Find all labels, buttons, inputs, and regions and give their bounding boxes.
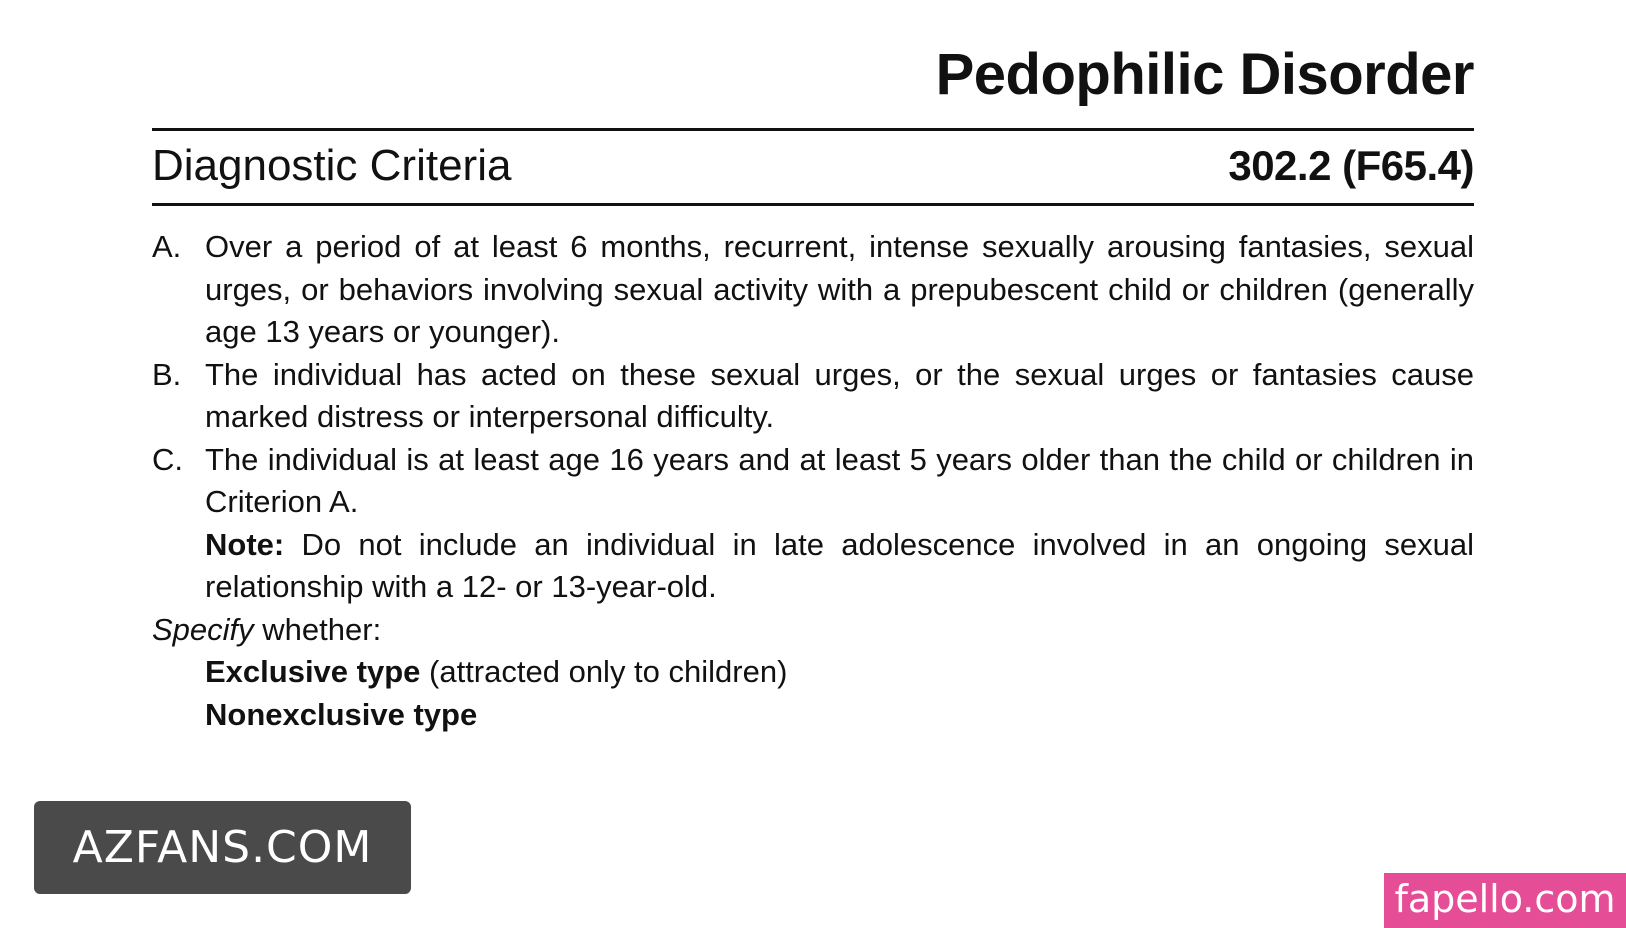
note-label: Note: [205, 526, 285, 562]
criterion-note [152, 524, 1474, 609]
criterion-b [152, 354, 1474, 439]
top-divider [152, 128, 1474, 131]
criterion-c [152, 439, 1474, 524]
section-label: Diagnostic Criteria [152, 141, 512, 190]
criterion-a [152, 226, 1474, 354]
specify-line [152, 609, 1474, 652]
fapello-watermark: fapello.com [1384, 873, 1626, 928]
type-name: Nonexclusive type [205, 696, 478, 732]
bottom-divider [152, 203, 1474, 206]
criterion-text: The individual has acted on these sexual urges, or the sexual urges or fantasies cause marked distress or interpersonal difficulty. [205, 356, 1474, 434]
diagnostic-code: 302.2 (F65.4) [1228, 142, 1474, 189]
criterion-text: Over a period of at least 6 months, recurrent, intense sexually arousing fantasies, sexual urges, or behaviors involving sexual activity with a prepubescent child or children (generally age 13 years or younger). [205, 229, 1474, 349]
criterion-letter: C. [152, 441, 183, 477]
specify-label: Specify [152, 611, 254, 647]
criterion-text: The individual is at least age 16 years and at least 5 years older than the child or children in Criterion A. [205, 441, 1474, 519]
type-name: Exclusive type [205, 654, 421, 689]
specify-text: whether: [253, 611, 382, 647]
azfans-watermark: AZFANS.COM [34, 801, 411, 894]
note-text: Do not include an individual in late adolescence involved in an ongoing sexual relationship with a 12- or 13-year-old. [205, 526, 1474, 604]
exclusive-type [152, 651, 1474, 694]
criterion-letter: B. [152, 356, 182, 392]
page-title: Pedophilic Disorder [935, 42, 1474, 107]
criteria-list [152, 226, 1474, 736]
type-detail: (attracted only to children) [420, 654, 788, 689]
nonexclusive-type [152, 694, 1474, 737]
criterion-letter: A. [152, 229, 182, 264]
